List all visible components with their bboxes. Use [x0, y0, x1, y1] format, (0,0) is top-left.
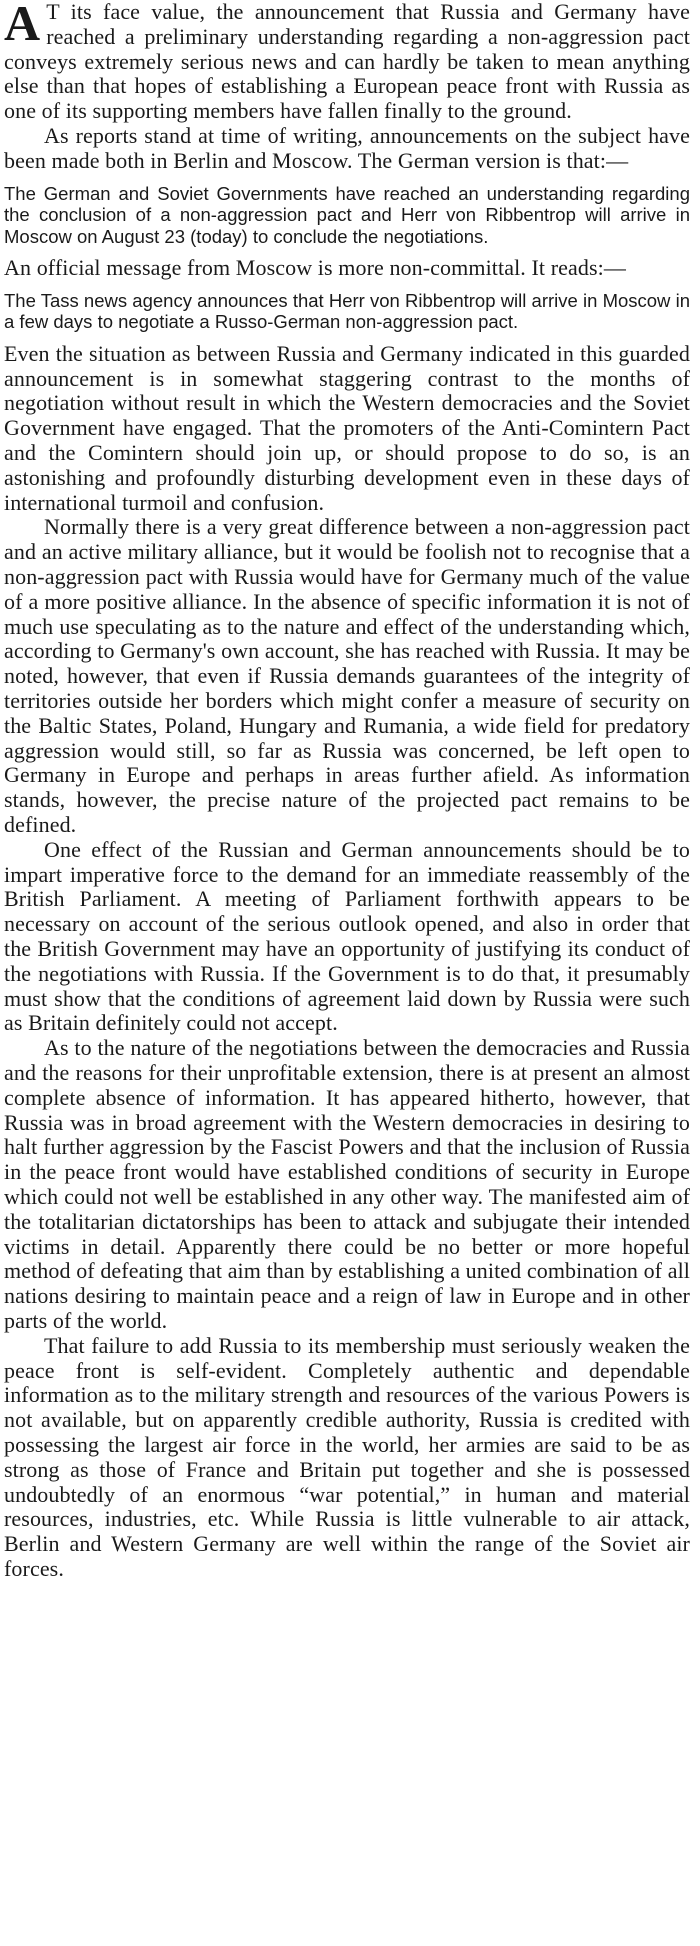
article-paragraph: Normally there is a very great difference between a non-aggression pact and an active military alliance, but it would be foolish not to recognise that a non-aggression pact with Russia would have for Germany much of the value of a more positive alliance. In the absence of specific information it is not of much use speculating as to the nature and effect of the understanding which, according to Germany's own account, she has reached with Russia. It may be noted, however, that even if Russia demands guarantees of the integrity of territories outside her borders which might confer a measure of security on the Baltic States, Poland, Hungary and Rumania, a wide field for predatory aggression would still, so far as Russia was concerned, be left open to Germany in Europe and perhaps in areas further afield. As information stands, however, the precise nature of the projected pact remains to be defined. — [4, 514, 690, 838]
newspaper-article — [4, 0, 690, 1946]
article-paragraph: As to the nature of the negotiations between the democracies and Russia and the reasons for their unprofitable extension, there is at present an almost complete absence of information. It has appeared hitherto, however, that Russia was in broad agreement with the Western democracies in desiring to halt further aggression by the Fascist Powers and that the inclusion of Russia in the peace front would have established conditions of security in Europe which could not well be established in any other way. The manifested aim of the totalitarian dictatorships has been to attack and subjugate their intended victims in detail. Apparently there could be no better or more hopeful method of defeating that aim than by establishing a united combination of all nations desiring to maintain peace and a reign of law in Europe and in other parts of the world. — [4, 1035, 690, 1333]
article-paragraph: That failure to add Russia to its membership must seriously weaken the peace front is self-evident. Completely authentic and dependable information as to the military strength and resources of the various Powers is not available, but on apparently credible authority, Russia is credited with possessing the largest air force in the world, her armies are said to be as strong as those of France and Britain put together and she is possessed undoubtedly of an enormous “war potential,” in human and material resources, industries, etc. While Russia is little vulnerable to air attack, Berlin and Western Germany are well within the range of the Soviet air forces. — [4, 1332, 690, 1581]
article-paragraph: Even the situation as between Russia and Germany indicated in this guarded announcement is in somewhat staggering contrast to the months of negotiation without result in which the Western democracies and the Soviet Government have engaged. That the promoters of the Anti-Comintern Pact and the Comintern should join up, or should propose to do so, is an astonishing and profoundly disturbing development even in these days of international turmoil and confusion. — [4, 340, 690, 515]
moscow-quote: The Tass news agency announces that Herr von Ribbentrop will arrive in Moscow in a few days to negotiate a Russo-German non-aggression pact. — [4, 289, 690, 333]
lead-paragraph-text: T its face value, the announcement that Russia and Germany have reached a preliminary understanding regarding a non-aggression pact conveys extremely serious news and can hardly be taken to mean anything else than that hopes of establishing a European peace front with Russia as one of its supporting members have fallen finally to the ground. — [4, 0, 690, 124]
drop-cap: A — [4, 0, 41, 51]
article-paragraph: One effect of the Russian and German announcements should be to impart imperative force to the demand for an immediate reassembly of the British Parliament. A meeting of Parliament forthwith appears to be necessary on account of the serious outlook opened, and also in order that the British Government may have an opportunity of justifying its conduct of the negotiations with Russia. If the Government is to do that, it presumably must show that the conditions of agreement laid down by Russia were such as Britain definitely could not accept. — [4, 836, 690, 1036]
article-paragraph: An official message from Moscow is more non-committal. It reads:— — [4, 255, 626, 281]
lead-paragraph — [4, 0, 690, 124]
article-paragraph: As reports stand at time of writing, announcements on the subject have been made both in Berlin and Moscow. The German version is that:— — [4, 122, 690, 173]
berlin-quote: The German and Soviet Governments have reached an understanding regarding the conclusion of a non-aggression pact and Herr von Ribbentrop will arrive in Moscow on August 23 (today) to conclude the negotiations. — [4, 182, 690, 247]
